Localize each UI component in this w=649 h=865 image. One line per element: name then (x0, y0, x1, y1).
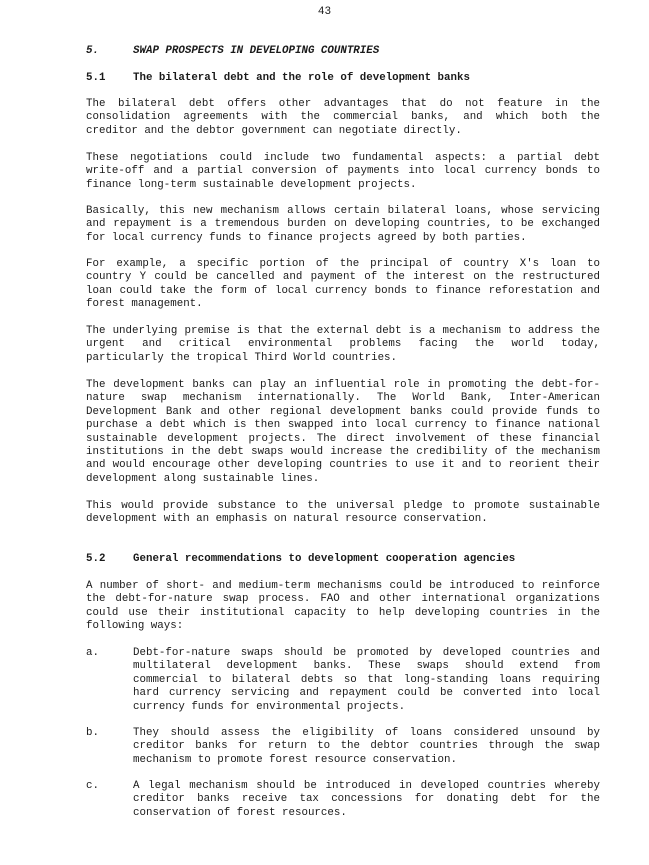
text-line: loan could take the form of local currency bonds to finance reforestation and (86, 284, 600, 297)
text-line: The underlying premise is that the external debt is a mechanism to address the (86, 325, 600, 337)
text-line: forest management. (86, 298, 203, 311)
text-line: Debt-for-nature swaps should be promoted by developed countries and (133, 647, 600, 659)
text-line: country Y could be cancelled and payment of the interest on the restructured (86, 271, 600, 284)
text-line: particularly the tropical Third World countries. (86, 351, 398, 364)
subsection-number: 5.1 (86, 72, 106, 84)
list-item-text (133, 780, 600, 820)
list-item (86, 727, 600, 767)
list-item (86, 780, 600, 820)
text-line: These negotiations could include two fundamental aspects: a partial debt (86, 152, 600, 164)
text-line: and repayment is a tremendous burden on developing countries, to be exchanged (86, 218, 600, 231)
text-line: Development Bank and other regional development banks could provide funds to (86, 405, 600, 418)
text-line: A number of short- and medium-term mechanisms could be introduced to reinforce (86, 580, 600, 592)
paragraph (86, 258, 600, 312)
text-line: could use their institutional capacity to help developing countries in the (86, 606, 600, 619)
list-item-text (133, 647, 600, 714)
section-title: SWAP PROSPECTS IN DEVELOPING COUNTRIES (133, 45, 380, 57)
paragraph (86, 98, 600, 138)
text-line: consolidation agreements with the commercial banks, and which both the (86, 111, 600, 124)
text-line: the debt-for-nature swap process. FAO and other international organizations (86, 593, 600, 606)
text-line: nature swap mechanism internationally. The World Bank, Inter-American (86, 392, 600, 405)
text-line: sustainable development projects. The direct involvement of these financial (86, 432, 600, 445)
text-line: and would encourage other developing countries to use it and to reorient their (86, 459, 600, 472)
subsection-heading-5-1 (86, 72, 600, 86)
text-line: development along sustainable lines. (86, 472, 320, 485)
text-line: mechanism to promote forest resource conservation. (133, 753, 457, 766)
list-item-label: a. (86, 647, 99, 659)
list-item-text (133, 727, 600, 767)
text-line: Basically, this new mechanism allows certain bilateral loans, whose servicing (86, 205, 600, 217)
list-item-label: b. (86, 727, 99, 739)
paragraph (86, 205, 600, 245)
text-line: For example, a specific portion of the principal of country X's loan to (86, 258, 600, 270)
subsection-title: General recommendations to development cooperation agencies (133, 553, 516, 565)
paragraph (86, 500, 600, 527)
section-heading (86, 45, 600, 59)
text-line: finance long-term sustainable development projects. (86, 178, 417, 191)
text-line: creditor banks receive tax concessions for donating debt for the (133, 793, 600, 806)
list-item (86, 647, 600, 714)
text-line: write-off and a partial conversion of payments into local currency bonds to (86, 165, 600, 178)
text-line: development with an emphasis on natural resource conservation. (86, 513, 488, 526)
paragraph (86, 379, 600, 486)
text-line: The development banks can play an influential role in promoting the debt-for- (86, 379, 600, 391)
text-line: for local currency funds to finance projects agreed by both parties. (86, 231, 527, 244)
text-line: urgent and critical environmental problems facing the world today, (86, 338, 600, 351)
text-line: They should assess the eligibility of loans considered unsound by (133, 727, 600, 739)
text-line: creditor banks for return to the debtor countries through the swap (133, 740, 600, 753)
text-line: hard currency servicing and repayment could be converted into local (133, 687, 600, 700)
subsection-number: 5.2 (86, 553, 106, 565)
text-line: This would provide substance to the universal pledge to promote sustainable (86, 500, 600, 512)
subsection-heading-5-2 (86, 553, 600, 567)
text-line: creditor and the debtor government can negotiate directly. (86, 124, 462, 137)
page-number: 43 (317, 6, 332, 18)
text-line: institutions in the debt swaps would increase the credibility of the mechanism (86, 445, 600, 458)
text-line: conservation of forest resources. (133, 806, 347, 819)
paragraph (86, 325, 600, 365)
text-line: commercial to bilateral debts so that long-standing loans requiring (133, 673, 600, 686)
text-line: The bilateral debt offers other advantages that do not feature in the (86, 98, 600, 110)
paragraph (86, 580, 600, 634)
list-item-label: c. (86, 780, 99, 792)
text-line: multilateral development banks. These swaps should extend from (133, 660, 600, 673)
text-line: currency funds for environmental projects. (133, 700, 406, 713)
subsection-title: The bilateral debt and the role of development banks (133, 72, 470, 84)
text-line: purchase a debt which is then swapped into local currency to finance national (86, 419, 600, 432)
section-number: 5. (86, 45, 99, 57)
text-line: A legal mechanism should be introduced in developed countries whereby (133, 780, 600, 792)
text-line: following ways: (86, 620, 184, 633)
paragraph (86, 152, 600, 192)
